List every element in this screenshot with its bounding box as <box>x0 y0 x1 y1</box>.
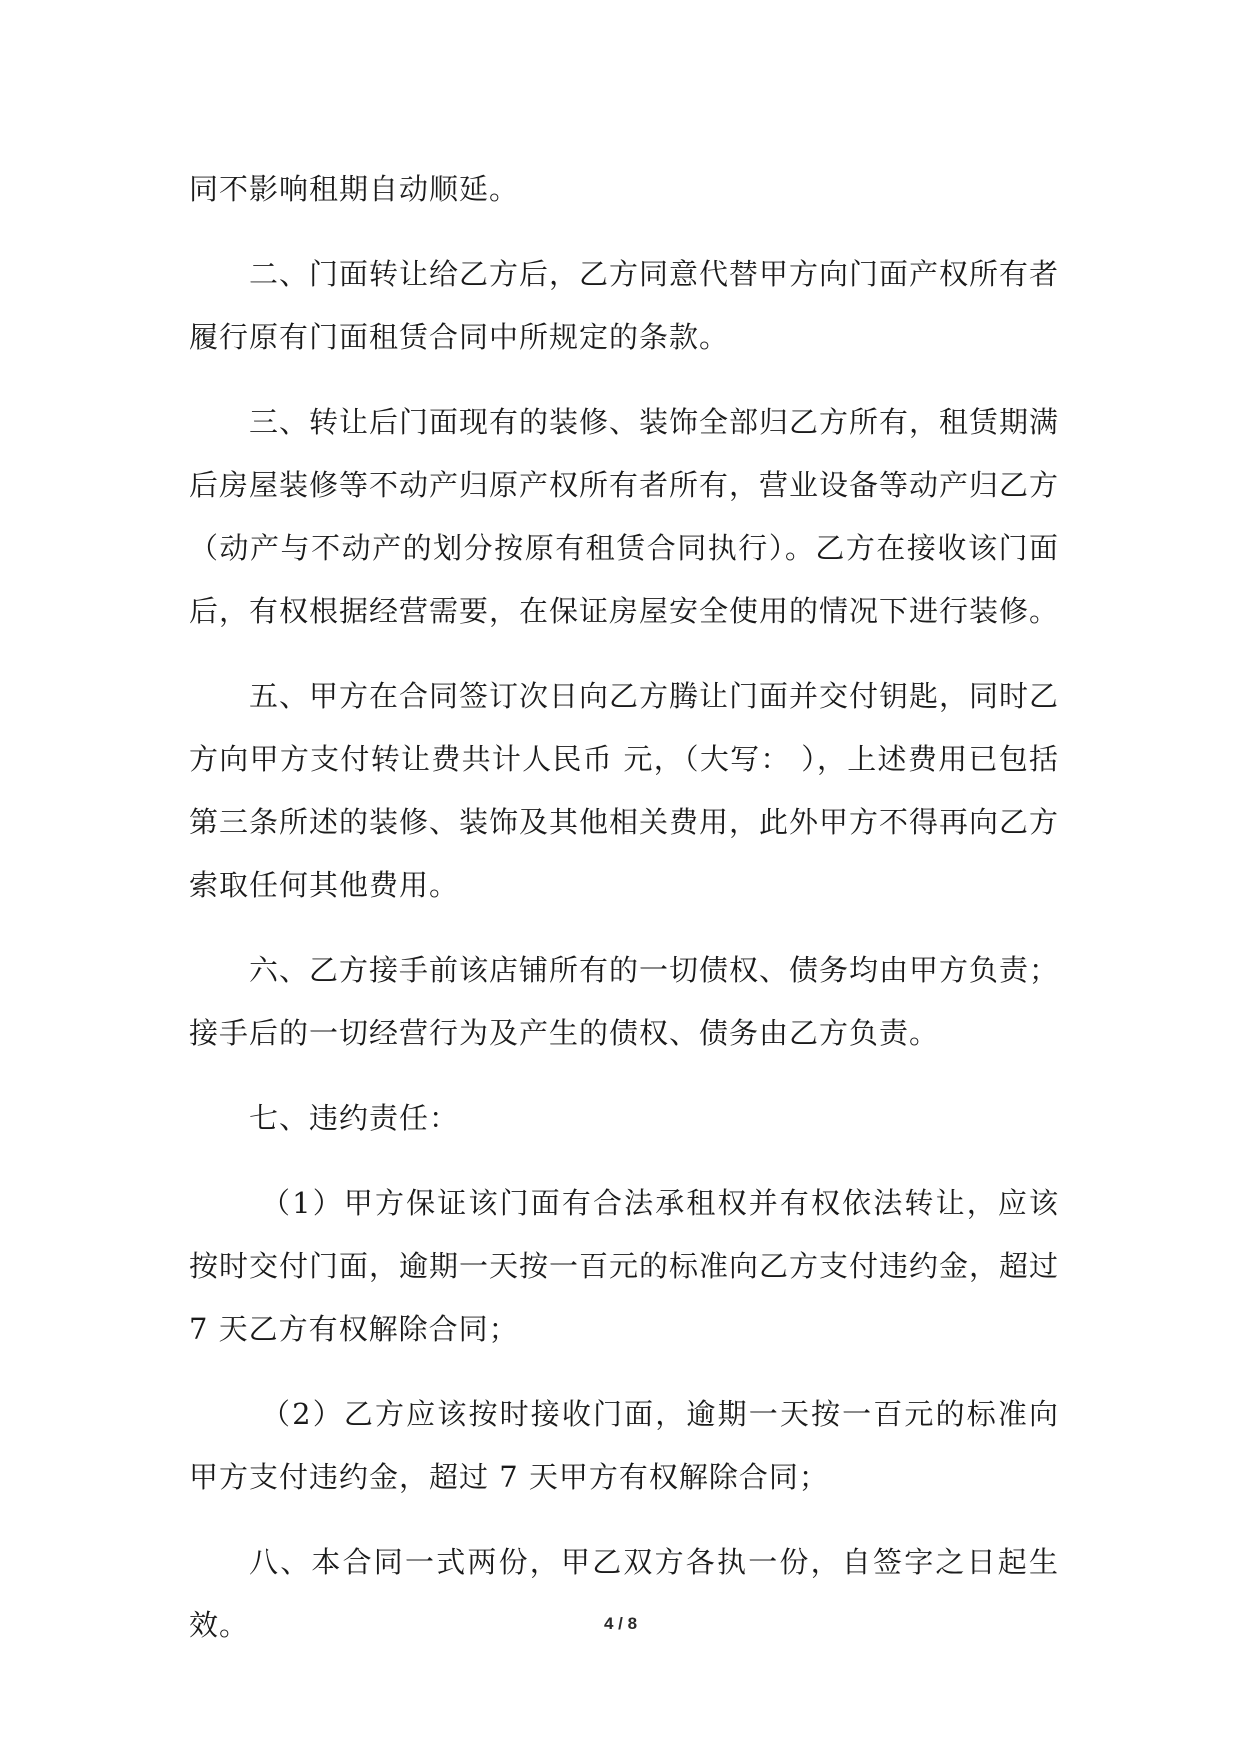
paragraph-continuation: 同不影响租期自动顺延。 <box>189 172 520 206</box>
document-body <box>189 158 1059 1679</box>
page-number: 4 / 8 <box>603 1614 638 1633</box>
clause-6-paragraph: 六、乙方接手前该店铺所有的一切债权、债务均由甲方负责；接手后的一切经营行为及产生的债权、债务由乙方负责。 <box>189 953 1060 1050</box>
clause-3-paragraph: 三、转让后门面现有的装修、装饰全部归乙方所有，租赁期满后房屋装修等不动产归原产权所有者所有，营业设备等动产归乙方（动产与不动产的划分按原有租赁合同执行）。乙方在接收该门面后，有权根据经营需要，在保证房屋安全使用的情况下进行装修。 <box>189 405 1060 628</box>
clause-7-item-1: （1）甲方保证该门面有合法承租权并有权依法转让，应该按时交付门面，逾期一天按一百元的标准向乙方支付违约金，超过 7 天乙方有权解除合同； <box>189 1186 1060 1346</box>
clause-7-item-2: （2）乙方应该按时接收门面，逾期一天按一百元的标准向甲方支付违约金，超过 7 天甲方有权解除合同； <box>189 1397 1059 1494</box>
clause-2-paragraph: 二、门面转让给乙方后，乙方同意代替甲方向门面产权所有者履行原有门面租赁合同中所规定的条款。 <box>189 257 1060 354</box>
clause-5-paragraph: 五、甲方在合同签订次日向乙方腾让门面并交付钥匙，同时乙方向甲方支付转让费共计人民币 元，（大写： ），上述费用已包括第三条所述的装修、装饰及其他相关费用，此外甲方不得再向乙方索取任何其他费用。 <box>189 679 1060 902</box>
clause-8-paragraph: 八、本合同一式两份，甲乙双方各执一份，自签字之日起生效。 <box>189 1545 1059 1642</box>
clause-7-heading: 七、违约责任： <box>249 1101 460 1135</box>
